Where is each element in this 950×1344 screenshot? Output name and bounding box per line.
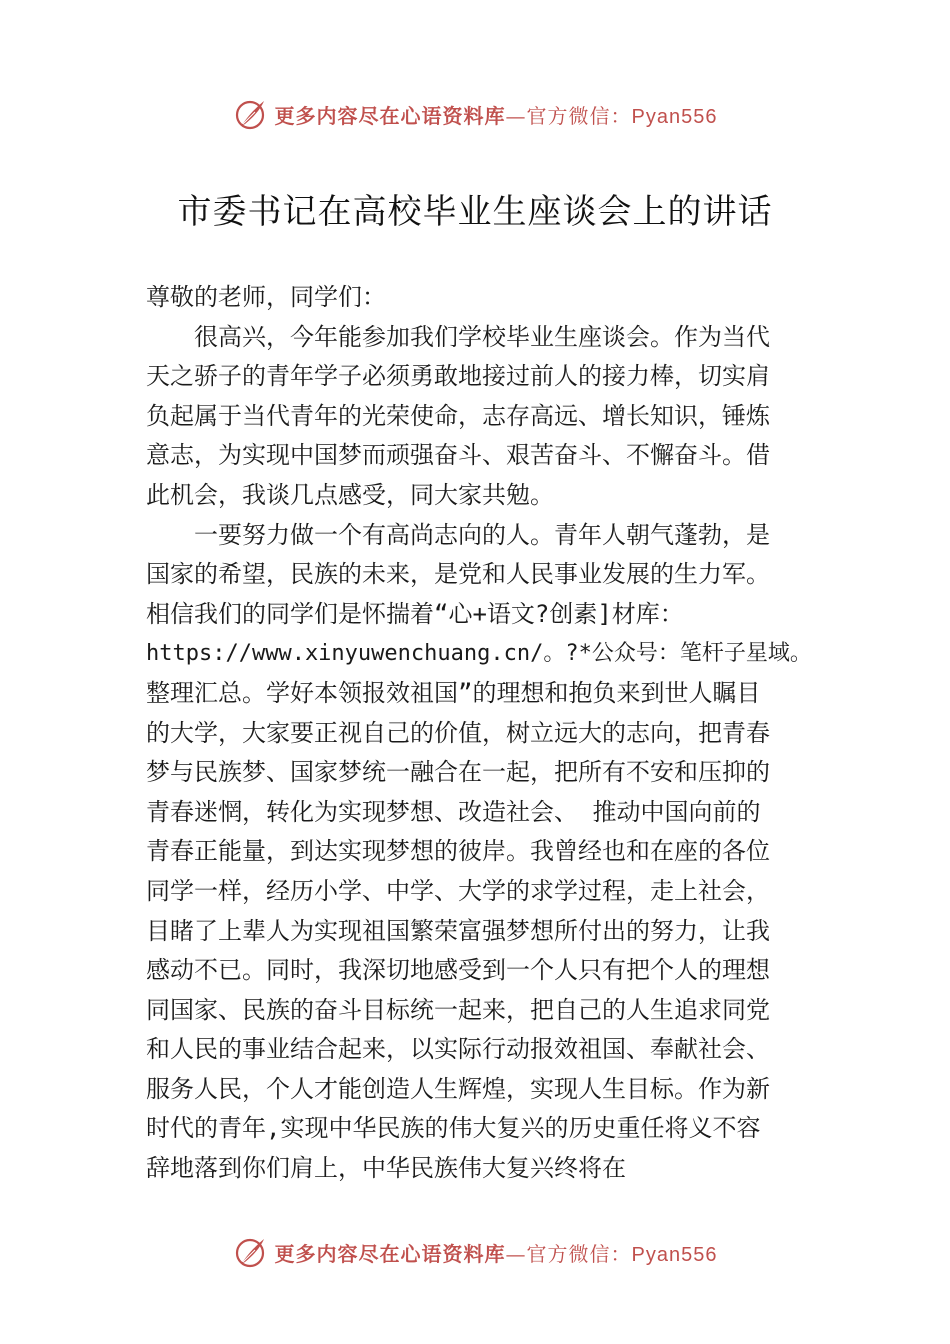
banner-wechat-label: 官方微信：	[526, 1241, 632, 1266]
body-line: 很高兴，今年能参加我们学校毕业生座谈会。作为当代	[194, 322, 770, 351]
banner-wechat-handle: Pyan556	[631, 105, 718, 128]
body-line: 国家的希望，民族的未来，是党和人民事业发展的生力军。	[146, 560, 770, 589]
body-line: 服务人民，个人才能创造人生辉煌，实现人生目标。作为新	[146, 1074, 770, 1103]
body-line: 同国家、民族的奋斗目标统一起来，把自己的人生追求同党	[146, 995, 770, 1024]
body-line: 目睹了上辈人为实现祖国繁荣富强梦想所付出的努力，让我	[146, 916, 770, 945]
body-line-url: https://www.xinyuwenchuang.cn/。?*公众号：笔杆子星域。	[146, 641, 812, 667]
body-line: 青春迷惘，转化为实现梦想、改造社会、 推动中国向前的	[146, 797, 761, 826]
document-body	[146, 278, 816, 1189]
body-line: 相信我们的同学们是怀揣着“心+语文?创素]材库：	[146, 599, 684, 628]
body-line: 感动不已。同时，我深切地感受到一个人只有把个人的理想	[146, 956, 770, 985]
banner-dash: —	[505, 1241, 527, 1266]
banner-text	[275, 100, 718, 129]
body-line: 天之骄子的青年学子必须勇敢地接过前人的接力棒，切实肩	[146, 362, 770, 391]
body-line: 辞地落到你们肩上，中华民族伟大复兴终将在	[146, 1154, 626, 1183]
banner-dash: —	[505, 103, 527, 128]
body-line: 意志，为实现中国梦而顽强奋斗、艰苦奋斗、不懈奋斗。借	[146, 441, 770, 470]
document-title: 市委书记在高校毕业生座谈会上的讲话	[177, 192, 773, 232]
banner-wechat-label: 官方微信：	[526, 103, 632, 128]
banner-text	[275, 1238, 718, 1267]
footer-banner	[0, 1232, 950, 1272]
body-line: 同学一样，经历小学、中学、大学的求学过程，走上社会，	[146, 876, 770, 905]
header-banner	[0, 94, 950, 134]
body-line: 和人民的事业结合起来，以实际行动报效祖国、奉献社会、	[146, 1035, 770, 1064]
body-line: 尊敬的老师，同学们：	[146, 283, 386, 311]
body-line: 整理汇总。学好本领报效祖国”的理想和抱负来到世人瞩目	[146, 678, 761, 707]
body-line: 一要努力做一个有高尚志向的人。青年人朝气蓬勃，是	[194, 520, 770, 549]
banner-wechat-handle: Pyan556	[631, 1243, 718, 1266]
quill-pen-logo-icon	[233, 1234, 269, 1270]
banner-main-text: 更多内容尽在心语资料库	[274, 1241, 506, 1266]
banner-main-text: 更多内容尽在心语资料库	[274, 103, 506, 128]
body-line: 时代的青年,实现中华民族的伟大复兴的历史重任将义不容	[146, 1114, 761, 1143]
quill-pen-logo-icon	[233, 96, 269, 132]
body-line: 负起属于当代青年的光荣使命，志存高远、增长知识，锤炼	[146, 401, 770, 430]
body-line: 此机会，我谈几点感受，同大家共勉。	[146, 480, 554, 509]
body-line: 青春正能量，到达实现梦想的彼岸。我曾经也和在座的各位	[146, 837, 770, 866]
body-line: 梦与民族梦、国家梦统一融合在一起，把所有不安和压抑的	[146, 758, 770, 787]
body-line: 的大学，大家要正视自己的价值，树立远大的志向，把青春	[146, 718, 770, 747]
